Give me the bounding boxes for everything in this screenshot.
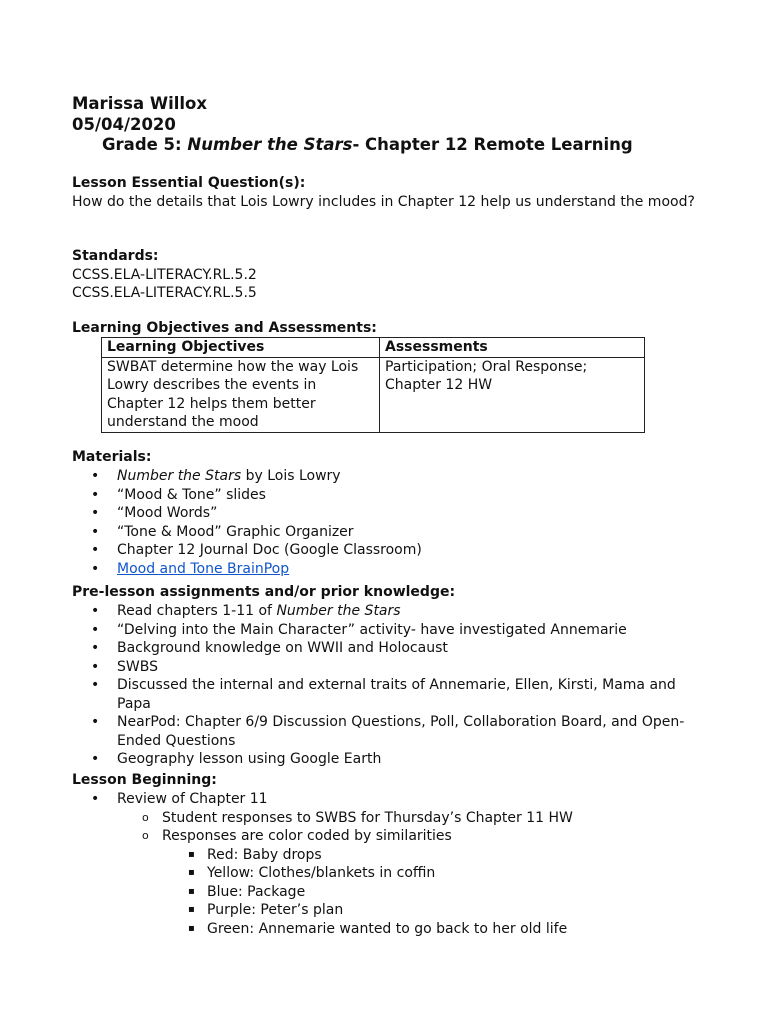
essential-question-heading: Lesson Essential Question(s):: [72, 175, 306, 191]
square-bullet-icon: ▪: [188, 904, 195, 915]
list-item: [72, 883, 702, 902]
list-item: [72, 750, 702, 769]
list-item: [72, 523, 702, 542]
material-item: “Mood Words”: [117, 505, 218, 521]
material-item: “Mood & Tone” slides: [117, 486, 266, 503]
bullet-icon: •: [91, 523, 100, 540]
list-item: [72, 658, 702, 677]
beginning-list: [72, 790, 702, 938]
prelesson-book-title: Number the Stars: [276, 603, 401, 619]
square-bullet-icon: ▪: [188, 848, 195, 860]
bullet-icon: •: [91, 486, 100, 503]
standards-heading: Standards:: [72, 248, 159, 264]
bullet-icon: •: [91, 468, 100, 484]
title-suffix: - Chapter 12 Remote Learning: [352, 135, 633, 154]
objectives-column-header: Learning Objectives: [102, 338, 380, 358]
prelesson-item: “Delving into the Main Character” activity- have investigated Annemarie: [117, 621, 627, 638]
circle-bullet-icon: o: [142, 829, 149, 842]
square-bullet-icon: ▪: [188, 922, 195, 934]
bullet-icon: •: [91, 542, 100, 558]
brainpop-link[interactable]: Mood and Tone BrainPop: [117, 560, 290, 577]
document-title: [102, 135, 633, 154]
material-item: “Tone & Mood” Graphic Organizer: [117, 523, 354, 540]
bullet-icon: •: [91, 677, 100, 693]
bullet-icon: •: [91, 751, 100, 767]
list-item: [72, 504, 702, 523]
title-book: Number the Stars: [187, 135, 353, 154]
list-item: [72, 676, 702, 713]
list-item: [72, 809, 702, 828]
document-date: 05/04/2020: [72, 115, 176, 134]
material-book-title: Number the Stars: [117, 468, 242, 484]
bullet-icon: •: [91, 658, 100, 675]
assessment-cell: Participation; Oral Response; Chapter 12 HW: [380, 357, 645, 432]
list-item: [72, 713, 702, 750]
prelesson-list: [72, 602, 702, 769]
prelesson-item: NearPod: Chapter 6/9 Discussion Questions, Poll, Collaboration Board, and Open-Ended Questions: [117, 714, 685, 749]
essential-question-section: [72, 174, 702, 211]
beginning-item: Review of Chapter 11: [117, 791, 268, 807]
bullet-icon: •: [91, 621, 100, 638]
color-code-item: Purple: Peter’s plan: [207, 902, 344, 918]
assessments-column-header: Assessments: [380, 338, 645, 358]
list-item: [72, 621, 702, 640]
circle-bullet-icon: o: [142, 810, 149, 824]
color-code-item: Blue: Package: [207, 883, 306, 900]
prelesson-item: Geography lesson using Google Earth: [117, 751, 382, 767]
bullet-icon: •: [91, 791, 100, 807]
list-item: [72, 790, 702, 809]
objectives-heading: Learning Objectives and Assessments:: [72, 320, 377, 336]
list-item: [72, 486, 702, 505]
objective-cell: SWBAT determine how the way Lois Lowry describes the events in Chapter 12 helps them better understand the mood: [102, 357, 380, 432]
list-item: [72, 467, 702, 486]
essential-question-text: How do the details that Lois Lowry includes in Chapter 12 help us understand the mood?: [72, 193, 695, 210]
list-item: [72, 541, 702, 560]
beginning-heading: Lesson Beginning:: [72, 772, 217, 788]
materials-list: [72, 467, 702, 578]
material-item: Chapter 12 Journal Doc (Google Classroom): [117, 542, 422, 558]
bullet-icon: •: [91, 603, 100, 619]
list-item: [72, 560, 702, 579]
list-item: [72, 920, 702, 939]
prelesson-item: SWBS: [117, 658, 158, 675]
list-item: [72, 827, 702, 846]
bullet-icon: •: [91, 640, 100, 656]
materials-heading: Materials:: [72, 449, 152, 465]
list-item: [72, 602, 702, 621]
list-item: [72, 901, 702, 920]
prelesson-item: Background knowledge on WWII and Holocaust: [117, 640, 448, 656]
beginning-subitem: Student responses to SWBS for Thursday’s Chapter 11 HW: [162, 809, 573, 826]
square-bullet-icon: ▪: [188, 885, 195, 897]
bullet-icon: •: [91, 714, 100, 730]
beginning-subitem: Responses are color coded by similarities: [162, 828, 452, 844]
square-bullet-icon: ▪: [188, 867, 195, 878]
material-author: by Lois Lowry: [241, 468, 341, 484]
bullet-icon: •: [91, 560, 100, 577]
color-code-item: Red: Baby drops: [207, 846, 322, 863]
prelesson-heading: Pre-lesson assignments and/or prior knowledge:: [72, 584, 456, 600]
title-prefix: Grade 5:: [102, 135, 188, 154]
color-code-item: Yellow: Clothes/blankets in coffin: [207, 865, 436, 881]
prelesson-item: Discussed the internal and external traits of Annemarie, Ellen, Kirsti, Mama and Papa: [117, 677, 676, 712]
standard-item: CCSS.ELA-LITERACY.RL.5.2: [72, 266, 257, 283]
list-item: [72, 639, 702, 658]
objectives-table: [101, 337, 645, 433]
color-code-item: Green: Annemarie wanted to go back to her old life: [207, 920, 568, 937]
standards-section: [72, 247, 702, 303]
list-item: [72, 846, 702, 865]
list-item: [72, 864, 702, 883]
prelesson-item: Read chapters 1-11 of: [117, 603, 277, 619]
author-name: Marissa Willox: [72, 94, 208, 113]
standard-item: CCSS.ELA-LITERACY.RL.5.5: [72, 285, 257, 301]
bullet-icon: •: [91, 505, 100, 521]
